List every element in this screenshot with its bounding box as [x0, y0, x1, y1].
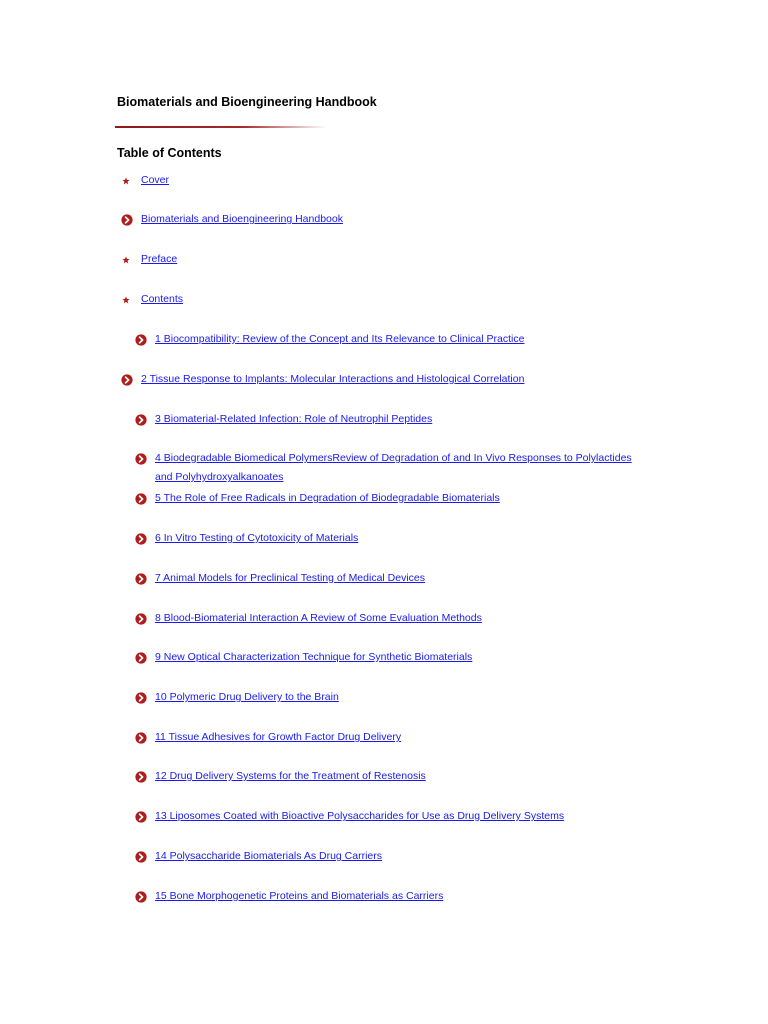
arrow-icon — [135, 330, 147, 349]
arrow-icon — [135, 688, 147, 707]
title-divider — [115, 126, 327, 128]
arrow-icon — [135, 887, 147, 906]
toc-item-chapter-8 — [155, 609, 482, 628]
toc-link-chapter-13[interactable]: 13 Liposomes Coated with Bioactive Polysaccharides for Use as Drug Delivery Systems — [155, 810, 565, 822]
arrow-icon — [135, 489, 147, 508]
toc-link-chapter-9[interactable]: 9 New Optical Characterization Technique for Synthetic Biomaterials — [155, 651, 473, 663]
toc-item-chapter-13 — [155, 807, 564, 826]
toc-link-chapter-2[interactable]: 2 Tissue Response to Implants: Molecular Interactions and Histological Correlation — [141, 373, 525, 385]
toc-item-chapter-12 — [155, 767, 426, 786]
toc-item-chapter-5 — [155, 489, 500, 508]
arrow-icon — [135, 767, 147, 786]
toc-link-chapter-7[interactable]: 7 Animal Models for Preclinical Testing of Medical Devices — [155, 572, 426, 584]
toc-item-chapter-6 — [155, 529, 358, 548]
toc-item-chapter-7 — [155, 569, 425, 588]
toc-link-cover[interactable]: Cover — [141, 174, 170, 186]
toc-link-chapter-14[interactable]: 14 Polysaccharide Biomaterials As Drug Carriers — [155, 850, 383, 862]
arrow-icon — [135, 728, 147, 747]
toc-item-cover — [141, 171, 169, 190]
book-title: Biomaterials and Bioengineering Handbook — [117, 95, 377, 109]
toc-link-contents[interactable]: Contents — [141, 293, 184, 305]
toc-link-title-page[interactable]: Biomaterials and Bioengineering Handbook — [141, 213, 343, 225]
toc-item-title-page — [141, 210, 343, 229]
arrow-icon — [135, 807, 147, 826]
arrow-icon — [135, 529, 147, 548]
toc-link-chapter-11[interactable]: 11 Tissue Adhesives for Growth Factor Drug Delivery — [155, 731, 402, 743]
arrow-icon — [121, 210, 133, 229]
toc-item-chapter-1 — [155, 330, 524, 349]
toc-link-chapter-15[interactable]: 15 Bone Morphogenetic Proteins and Biomaterials as Carriers — [155, 890, 444, 902]
toc-item-chapter-4 — [155, 449, 632, 487]
arrow-icon — [135, 410, 147, 429]
toc-item-preface — [141, 250, 177, 269]
arrow-icon — [135, 847, 147, 866]
toc-item-chapter-9 — [155, 648, 472, 667]
star-icon — [121, 171, 131, 190]
arrow-icon — [135, 449, 147, 468]
toc-heading: Table of Contents — [117, 146, 222, 160]
toc-link-chapter-1[interactable]: 1 Biocompatibility: Review of the Concept and Its Relevance to Clinical Practice — [155, 333, 525, 345]
toc-link-chapter-10[interactable]: 10 Polymeric Drug Delivery to the Brain — [155, 691, 339, 703]
toc-item-chapter-3 — [155, 410, 432, 429]
toc-item-chapter-14 — [155, 847, 382, 866]
star-icon — [121, 290, 131, 309]
toc-link-chapter-5[interactable]: 5 The Role of Free Radicals in Degradation of Biodegradable Biomaterials — [155, 492, 500, 504]
arrow-icon — [135, 648, 147, 667]
toc-link-chapter-4[interactable] — [155, 449, 632, 487]
toc-link-chapter-3[interactable]: 3 Biomaterial-Related Infection: Role of Neutrophil Peptides — [155, 413, 433, 425]
arrow-icon — [135, 569, 147, 588]
toc-link-preface[interactable]: Preface — [141, 253, 178, 265]
toc-item-chapter-11 — [155, 728, 401, 747]
toc-item-chapter-10 — [155, 688, 339, 707]
star-icon — [121, 250, 131, 269]
toc-link-chapter-4-line-1: 4 Biodegradable Biomedical PolymersReview of Degradation of and In Vivo Responses to Polylactides — [155, 452, 632, 464]
arrow-icon — [135, 609, 147, 628]
toc-link-chapter-4-line-2: and Polyhydroxyalkanoates — [155, 471, 284, 483]
toc-link-chapter-6[interactable]: 6 In Vitro Testing of Cytotoxicity of Materials — [155, 532, 359, 544]
toc-link-chapter-8[interactable]: 8 Blood-Biomaterial Interaction A Review of Some Evaluation Methods — [155, 612, 482, 624]
toc-item-chapter-2 — [141, 370, 524, 389]
toc-item-chapter-15 — [155, 887, 443, 906]
arrow-icon — [121, 370, 133, 389]
toc-item-contents — [141, 290, 183, 309]
toc-link-chapter-12[interactable]: 12 Drug Delivery Systems for the Treatment of Restenosis — [155, 770, 426, 782]
